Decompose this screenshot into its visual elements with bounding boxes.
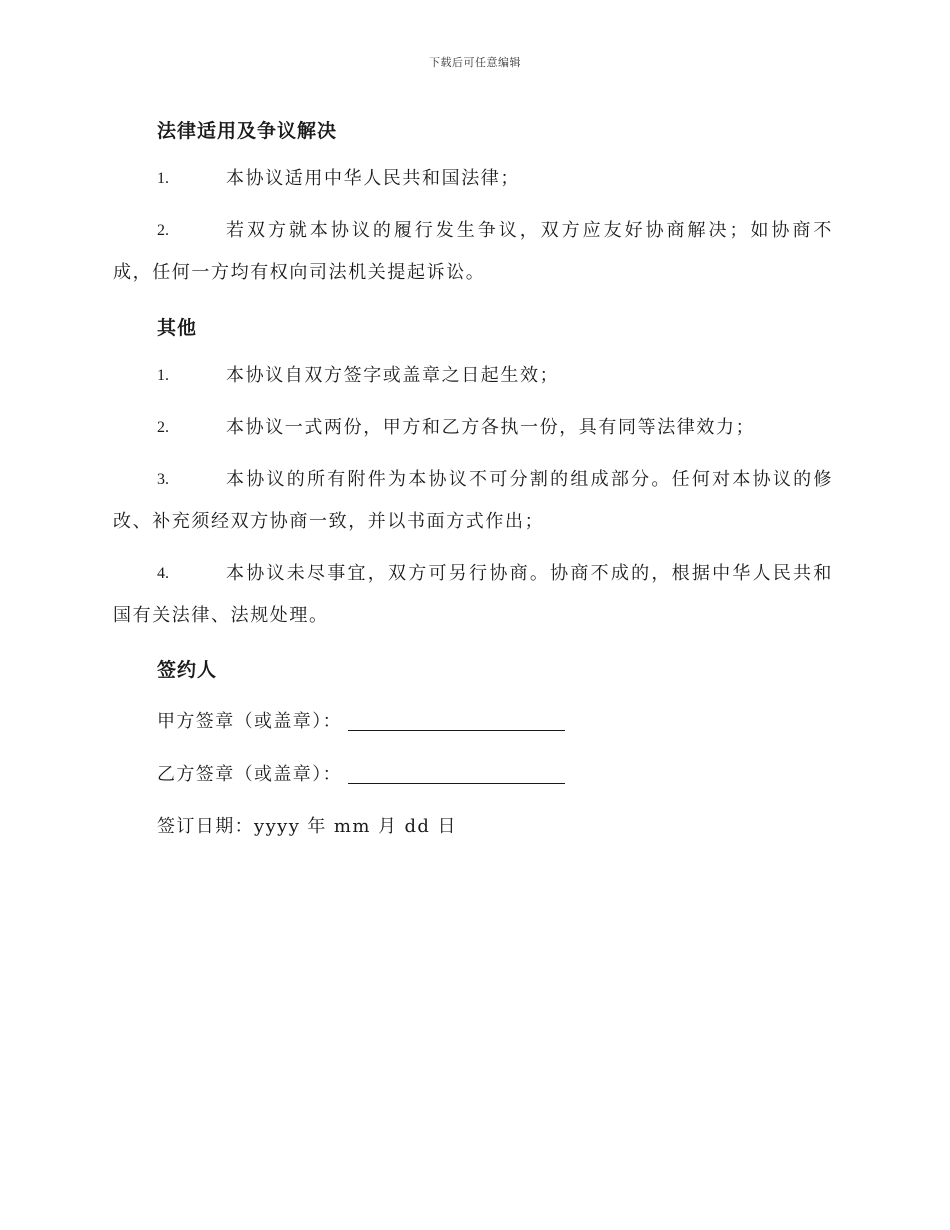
- item-number: 3.: [157, 471, 169, 488]
- item-number: 1.: [157, 367, 169, 384]
- party-a-signature-blank: [348, 710, 565, 731]
- list-item: [113, 355, 833, 397]
- signing-date: 签订日期：yyyy 年 mm 月 dd 日: [157, 816, 457, 837]
- item-text: 本协议自双方签字或盖章之日起生效；: [226, 365, 560, 386]
- item-number: 4.: [157, 565, 169, 582]
- item-number: 1.: [157, 170, 169, 187]
- item-text: 本协议的所有附件为本协议不可分割的组成部分。任何对本协议的修改、补充须经双方协商一致，并以书面方式作出；: [113, 469, 833, 532]
- item-number: 2.: [157, 419, 169, 436]
- list-item: [113, 210, 833, 294]
- party-a-label: 甲方签章（或盖章）：: [157, 711, 342, 732]
- party-b-label: 乙方签章（或盖章）：: [157, 764, 342, 785]
- section-heading-other: 其他: [157, 317, 198, 339]
- party-b-signature-blank: [348, 763, 565, 784]
- item-text: 若双方就本协议的履行发生争议，双方应友好协商解决；如协商不成，任何一方均有权向司法机关提起诉讼。: [113, 220, 833, 283]
- section-heading-law: 法律适用及争议解决: [157, 120, 338, 142]
- party-a-signature-line: [157, 707, 565, 733]
- item-text: 本协议一式两份，甲方和乙方各执一份，具有同等法律效力；: [226, 417, 756, 438]
- item-number: 2.: [157, 222, 169, 239]
- list-item: [113, 553, 833, 637]
- list-item: [113, 407, 833, 449]
- list-item: [113, 459, 833, 543]
- list-item: [113, 158, 833, 200]
- header-note: 下载后可任意编辑: [429, 56, 521, 69]
- section-heading-signatories: 签约人: [157, 659, 218, 681]
- item-text: 本协议适用中华人民共和国法律；: [226, 168, 520, 189]
- item-text: 本协议未尽事宜，双方可另行协商。协商不成的，根据中华人民共和国有关法律、法规处理。: [113, 563, 833, 626]
- party-b-signature-line: [157, 760, 565, 786]
